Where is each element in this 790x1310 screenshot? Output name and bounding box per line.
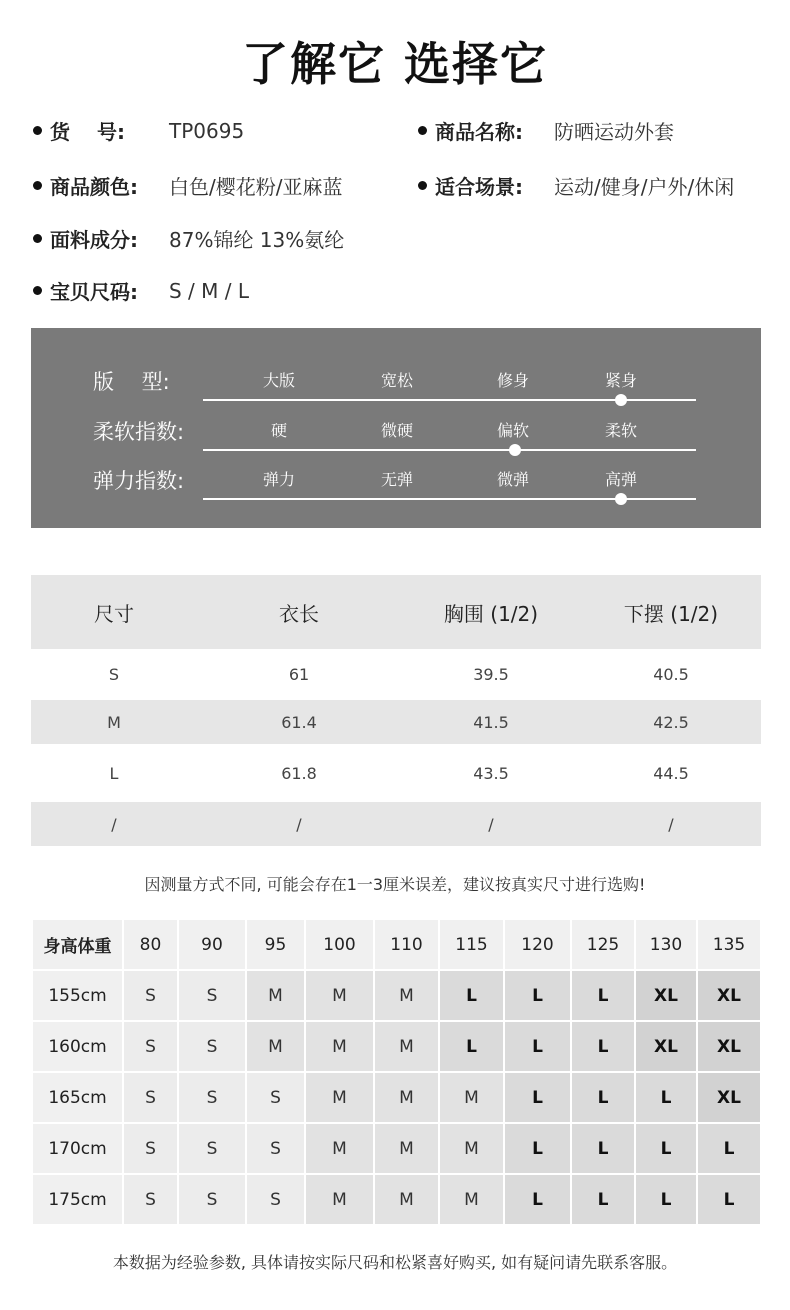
- table-row: [33, 1073, 760, 1122]
- table-cell: S: [108, 665, 120, 684]
- info-product-name: [418, 116, 674, 145]
- fit-spec-panel: [31, 328, 761, 528]
- bullet-dot: [33, 126, 42, 135]
- weight-header: 130: [636, 920, 696, 969]
- size-cell: L: [505, 1022, 570, 1071]
- spec-row-fit: [31, 366, 761, 416]
- size-cell: L: [505, 1073, 570, 1122]
- size-cell: L: [636, 1073, 696, 1122]
- table-cell: /: [581, 802, 761, 846]
- table-row: [33, 1124, 760, 1173]
- info-fabric: [33, 224, 345, 253]
- item-number-value: TP0695: [169, 118, 245, 143]
- size-cell: S: [124, 971, 177, 1020]
- table-header-row: [33, 920, 760, 969]
- size-cell: S: [124, 1175, 177, 1224]
- spec-option: 弹力: [262, 470, 296, 489]
- size-cell: M: [375, 1022, 438, 1071]
- fabric-value: 87%锦纶 13%氨纶: [169, 228, 345, 252]
- fabric-label: 面料成分:: [50, 228, 138, 252]
- product-name-label: 商品名称:: [435, 120, 523, 144]
- size-cell: L: [572, 1175, 634, 1224]
- color-value: 白色/樱花粉/亚麻蓝: [169, 175, 343, 199]
- spec-option: 无弹: [380, 470, 414, 489]
- spec-row-softness: [31, 416, 761, 466]
- spec-scale-line: [203, 449, 696, 451]
- size-cell: XL: [636, 1022, 696, 1071]
- size-cell: M: [375, 1175, 438, 1224]
- size-measurement-table: [31, 575, 761, 846]
- size-cell: XL: [636, 971, 696, 1020]
- height-label: 175cm: [33, 1175, 122, 1224]
- spec-option: 偏软: [496, 421, 530, 440]
- column-header: 衣长: [197, 575, 401, 649]
- table-row: [31, 700, 761, 744]
- table-cell: /: [197, 802, 401, 846]
- size-cell: S: [179, 1022, 245, 1071]
- spec-option: 柔软: [604, 421, 638, 440]
- spec-label: 柔软指数:: [93, 420, 185, 444]
- weight-header: 100: [306, 920, 373, 969]
- size-cell: XL: [698, 1073, 760, 1122]
- size-cell: L: [505, 971, 570, 1020]
- height-label: 165cm: [33, 1073, 122, 1122]
- size-cell: M: [375, 1073, 438, 1122]
- table-cell: 39.5: [473, 665, 509, 684]
- size-cell: S: [124, 1022, 177, 1071]
- table-cell: 42.5: [581, 700, 761, 744]
- spec-indicator-dot: [615, 394, 627, 406]
- bullet-dot: [33, 234, 42, 243]
- weight-header: 90: [179, 920, 245, 969]
- bullet-dot: [33, 181, 42, 190]
- column-header: 尺寸: [31, 575, 197, 649]
- spec-option: 硬: [270, 421, 288, 440]
- table-cell: L: [109, 763, 119, 783]
- size-cell: M: [375, 971, 438, 1020]
- table-row: [33, 971, 760, 1020]
- size-cell: M: [440, 1175, 503, 1224]
- corner-header: 身高体重: [33, 920, 122, 969]
- size-cell: M: [375, 1124, 438, 1173]
- info-scene: [418, 171, 735, 200]
- weight-header: 110: [375, 920, 438, 969]
- size-cell: S: [247, 1175, 304, 1224]
- size-cell: L: [636, 1124, 696, 1173]
- size-cell: L: [572, 1022, 634, 1071]
- size-cell: M: [440, 1124, 503, 1173]
- size-cell: M: [306, 971, 373, 1020]
- size-cell: S: [124, 1073, 177, 1122]
- table-cell: M: [31, 700, 197, 744]
- spec-label: 版 型:: [93, 370, 170, 394]
- height-label: 160cm: [33, 1022, 122, 1071]
- spec-label: 弹力指数:: [93, 469, 185, 493]
- bullet-dot: [33, 286, 42, 295]
- scene-value: 运动/健身/户外/休闲: [554, 175, 735, 199]
- spec-row-elasticity: [31, 465, 761, 515]
- size-cell: XL: [698, 971, 760, 1020]
- size-recommendation-table: [31, 918, 762, 1226]
- size-cell: M: [247, 971, 304, 1020]
- table-cell: 41.5: [401, 700, 581, 744]
- size-cell: M: [306, 1073, 373, 1122]
- size-cell: S: [179, 971, 245, 1020]
- size-cell: M: [306, 1022, 373, 1071]
- spec-indicator-dot: [509, 444, 521, 456]
- spec-option: 微弹: [496, 470, 530, 489]
- table-cell: 44.5: [653, 763, 689, 783]
- table-row: [33, 1022, 760, 1071]
- disclaimer-note: 本数据为经验参数, 具体请按实际尺码和松紧喜好购买, 如有疑问请先联系客服。: [112, 1253, 678, 1272]
- item-number-label: 货 号:: [50, 120, 125, 144]
- spec-option: 宽松: [380, 371, 414, 390]
- table-cell: /: [401, 802, 581, 846]
- size-cell: L: [505, 1124, 570, 1173]
- size-cell: L: [572, 971, 634, 1020]
- table-row: [33, 1175, 760, 1224]
- size-label: 宝贝尺码:: [50, 280, 138, 304]
- size-cell: M: [306, 1124, 373, 1173]
- info-item-number: [33, 116, 245, 145]
- product-name-value: 防晒运动外套: [554, 120, 674, 144]
- weight-header: 125: [572, 920, 634, 969]
- spec-option: 高弹: [604, 470, 638, 489]
- table-header-row: [31, 575, 761, 649]
- table-row: [31, 649, 761, 700]
- weight-header: 80: [124, 920, 177, 969]
- size-cell: S: [247, 1124, 304, 1173]
- info-color: [33, 171, 343, 200]
- spec-option: 修身: [496, 371, 530, 390]
- size-cell: M: [440, 1073, 503, 1122]
- spec-option: 大版: [262, 371, 296, 390]
- page-title: 了解它 选择它: [241, 37, 548, 91]
- size-cell: S: [179, 1124, 245, 1173]
- size-cell: S: [179, 1175, 245, 1224]
- spec-option: 微硬: [380, 421, 414, 440]
- size-cell: L: [505, 1175, 570, 1224]
- table-cell: 40.5: [653, 665, 689, 684]
- table-row: [31, 744, 761, 802]
- size-cell: S: [179, 1073, 245, 1122]
- size-cell: L: [698, 1124, 760, 1173]
- size-cell: L: [636, 1175, 696, 1224]
- bullet-dot: [418, 181, 427, 190]
- scene-label: 适合场景:: [435, 175, 523, 199]
- size-cell: L: [572, 1073, 634, 1122]
- weight-header: 120: [505, 920, 570, 969]
- table-row: [31, 802, 761, 846]
- size-cell: XL: [698, 1022, 760, 1071]
- size-cell: L: [440, 1022, 503, 1071]
- table-cell: 61: [288, 665, 310, 684]
- weight-header: 95: [247, 920, 304, 969]
- spec-option: 紧身: [604, 371, 638, 390]
- spec-indicator-dot: [615, 493, 627, 505]
- size-cell: S: [247, 1073, 304, 1122]
- column-header: 下摆 (1/2): [581, 575, 761, 649]
- size-value: S / M / L: [169, 278, 249, 303]
- height-label: 170cm: [33, 1124, 122, 1173]
- size-cell: S: [124, 1124, 177, 1173]
- color-label: 商品颜色:: [50, 175, 138, 199]
- table-cell: 61.8: [281, 763, 317, 783]
- size-cell: L: [440, 971, 503, 1020]
- bullet-dot: [418, 126, 427, 135]
- measurement-note: 因测量方式不同, 可能会存在1一3厘米误差，建议按真实尺寸进行选购!: [144, 875, 646, 894]
- size-cell: L: [572, 1124, 634, 1173]
- size-cell: M: [306, 1175, 373, 1224]
- column-header: 胸围 (1/2): [401, 575, 581, 649]
- table-cell: /: [31, 802, 197, 846]
- weight-header: 135: [698, 920, 760, 969]
- size-cell: M: [247, 1022, 304, 1071]
- table-cell: 43.5: [473, 763, 509, 783]
- table-cell: 61.4: [197, 700, 401, 744]
- height-label: 155cm: [33, 971, 122, 1020]
- weight-header: 115: [440, 920, 503, 969]
- info-size: [33, 276, 249, 305]
- size-cell: L: [698, 1175, 760, 1224]
